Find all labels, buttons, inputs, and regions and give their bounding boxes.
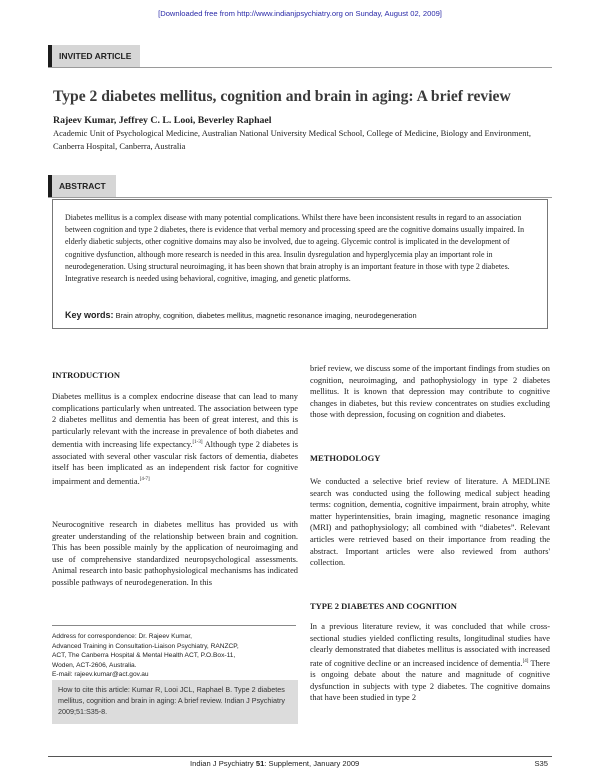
keywords-label: Key words: <box>65 310 114 320</box>
authors: Rajeev Kumar, Jeffrey C. L. Looi, Beverley Raphael <box>53 115 272 126</box>
address-line: Advanced Training in Consultation-Liaison Psychiatry, RANZCP, <box>52 642 239 650</box>
t2d-heading: TYPE 2 DIABETES AND COGNITION <box>310 601 457 611</box>
article-type-label: INVITED ARTICLE <box>59 51 132 61</box>
keywords-list: Brain atrophy, cognition, diabetes mellitus, magnetic resonance imaging, neurodegeneration <box>115 311 417 320</box>
intro-paragraph-2: Neurocognitive research in diabetes mellitus has provided us with greater understanding of the relationship between brain and cognition. This has been possible mainly by the application of neuroimaging and use of comprehensive standardized neuropsychological assessments. Animal research into basic pathophysiological mechanisms has indicated possible pathways of neurodegeneration. In this <box>52 520 298 587</box>
methodology-paragraph: We conducted a selective brief review of literature. A MEDLINE search was conducted using the following medical subject heading terms: cognition, dementia, cognitive impairment, brain atrophy, white matter hyperintensities, brain imaging, magnetic resonance imaging (MRI) and pathophysiology; all combined with “diabetes”. Relevant articles were retrieved based on their importance from reading the abstract. Important articles were also reviewed from authors' collection. <box>310 477 550 568</box>
citation-ref: [4-7] <box>139 476 150 482</box>
address-line: ACT, The Canberra Hospital & Mental Health ACT, P.O.Box-11, <box>52 652 236 660</box>
keywords <box>65 310 545 320</box>
address-email: E-mail: rajeev.kumar@act.gov.au <box>52 671 149 679</box>
footer-divider <box>48 756 552 757</box>
t2d-paragraph: In a previous literature review, it was concluded that while cross-sectional studies yielded conflicting results, longitudinal studies have clearly demonstrated that diabetes mellitus is associated with increased rate of cognitive decline or an increased incidence of dementia.[4] There is ongoing debate about the nature and magnitude of cognitive dysfunction in subjects with type 2 diabetes. The cognitive domains that have been studied in type 2 <box>310 622 550 703</box>
citation-ref: [4] <box>522 658 529 664</box>
intro-heading: INTRODUCTION <box>52 370 121 380</box>
right-paragraph-1: brief review, we discuss some of the important findings from studies on cognition, neuroimaging, and pathophysiology in type 2 diabetes mellitus. It is known that depression may contribute to cognitive changes in diabetes, but this review concentrates on studies excluding those with depression, focusing on cognition and diabetes. <box>310 364 550 420</box>
abstract-text: Diabetes mellitus is a complex disease with many potential complications. Whilst there have been inconsistent results in regard to an association between cognition and type 2 diabetes, there is evidence that verbal memory and processing speed are the cognitive domains usually impaired. In elderly diabetic subjects, other cognitive domains may also be involved, due to ageing. Glycemic control is implicated in the development of cognitive dysfunction, although more research is needed in this area. Insulin dysregulation and hyperglycemia play an important role in neurodegeneration. Using structural neuroimaging, it has been shown that brain atrophy is an important feature in those with type 2 diabetes. Integrative research is needed using behavioral, cognitive, imaging, and genetic platforms. <box>65 213 525 284</box>
methodology-heading: METHODOLOGY <box>310 453 381 463</box>
intro-paragraph-1: Diabetes mellitus is a complex endocrine disease that can lead to many complications particularly when untreated. The association between type 2 diabetes mellitus and dementia has been of great interest, and this is particularly relevant with the increase in prevalence of both diabetes and dementia with increasing life expectancy.[1-3] Although type 2 diabetes is associated with several other vascular risk factors of dementia, diabetes itself has been implicated as an independent risk factor for cognitive impairment and dementia.[4-7] <box>52 392 298 486</box>
address-line: Address for correspondence: Dr. Rajeev Kumar, <box>52 633 193 640</box>
abstract-tab <box>48 175 116 197</box>
abstract-label: ABSTRACT <box>59 181 106 191</box>
download-note: [Downloaded free from http://www.indianjpsychiatry.org on Sunday, August 02, 2009] <box>158 9 442 18</box>
address-line: Woden, ACT-2606, Australia. <box>52 661 137 669</box>
affiliation: Academic Unit of Psychological Medicine, Australian National University Medical School, College of Medicine, Biology and Environment, Canberra Hospital, Canberra, Australia <box>53 128 532 151</box>
page-title: Type 2 diabetes mellitus, cognition and brain in aging: A brief review <box>53 88 511 105</box>
footer-journal: Indian J Psychiatry 51: Supplement, January 2009 <box>190 759 360 768</box>
divider <box>48 67 552 68</box>
page-number: S35 <box>534 759 548 768</box>
article-type-tab <box>48 45 140 67</box>
divider <box>48 197 552 198</box>
citation-box: How to cite this article: Kumar R, Looi JCL, Raphael B. Type 2 diabetes mellitus, cognition and brain in aging: A brief review. Indian J Psychiatry 2009;51:S35-8. <box>52 680 298 724</box>
citation-ref: [1-3] <box>192 440 203 446</box>
correspondence-address <box>52 625 296 680</box>
